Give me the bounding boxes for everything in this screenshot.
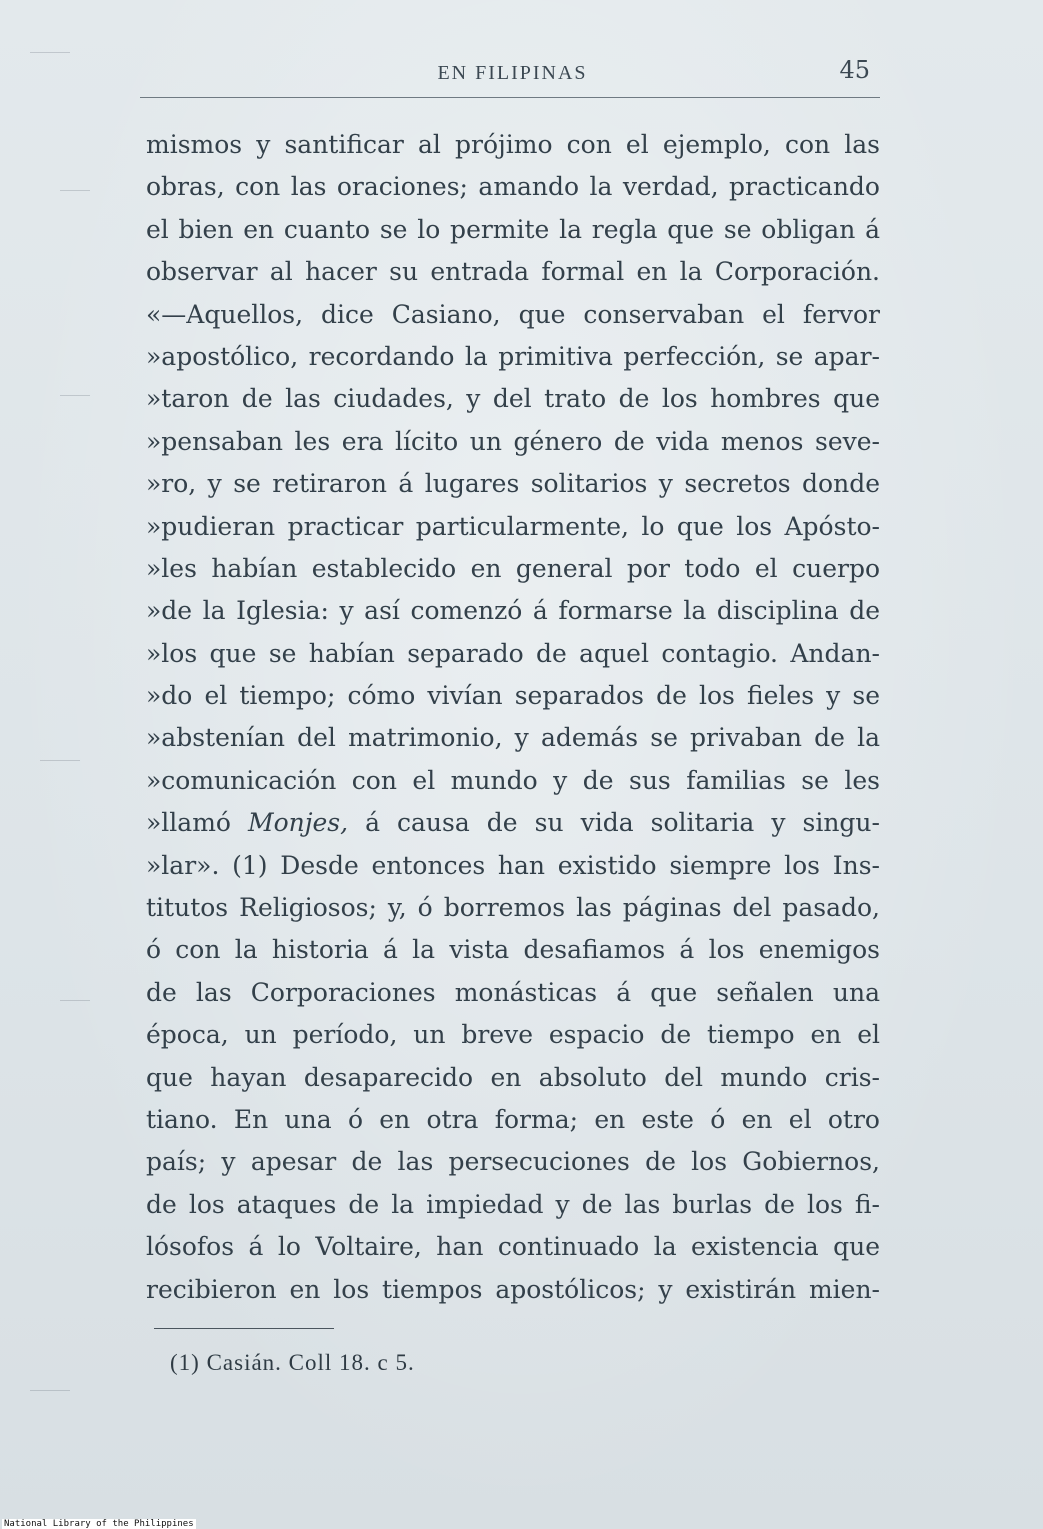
running-head: EN FILIPINAS <box>437 62 588 84</box>
text-line: »pensaban les era lícito un género de vida menos seve- <box>146 426 880 456</box>
text-line: obras, con las oraciones; amando la verdad, practicando <box>146 172 880 202</box>
footnote: (1) Casián. Coll 18. c 5. <box>170 1350 415 1375</box>
text-line: recibieron en los tiempos apostólicos; y existirán mien- <box>146 1274 880 1304</box>
text-line: »de la Iglesia: y así comenzó á formarse la disciplina de <box>146 596 880 626</box>
text-line: »abstenían del matrimonio, y además se privaban de la <box>146 723 880 753</box>
edge-mark <box>60 1000 90 1001</box>
text-line: »comunicación con el mundo y de sus familias se les <box>146 765 880 795</box>
edge-mark <box>40 760 80 761</box>
header-rule <box>140 97 880 98</box>
text-line: de los ataques de la impiedad y de las burlas de los fi- <box>146 1189 880 1219</box>
edge-mark <box>30 52 70 53</box>
text-line: país; y apesar de las persecuciones de los Gobiernos, <box>146 1147 880 1177</box>
text-line: »los que se habían separado de aquel contagio. Andan- <box>146 638 880 668</box>
text-line: »apostólico, recordando la primitiva perfección, se apar- <box>146 341 880 371</box>
text-line-monjes <box>146 802 880 844</box>
body-text <box>146 124 880 1311</box>
text-line: época, un período, un breve espacio de tiempo en el <box>146 1020 880 1050</box>
text-line: de las Corporaciones monásticas á que señalen una <box>146 977 880 1007</box>
italic-term-monjes: Monjes, <box>247 808 349 838</box>
page-header <box>145 56 880 92</box>
text-line: lósofos á lo Voltaire, han continuado la existencia que <box>146 1232 880 1262</box>
footnote-rule <box>154 1328 334 1329</box>
edge-mark <box>60 395 90 396</box>
text-run: »llamó <box>146 808 231 838</box>
text-line: »do el tiempo; cómo vivían separados de los fieles y se <box>146 681 880 711</box>
text-line: titutos Religiosos; y, ó borremos las páginas del pasado, <box>146 893 880 923</box>
text-line: »taron de las ciudades, y del trato de los hombres que <box>146 384 880 414</box>
text-line: observar al hacer su entrada formal en la Corporación. <box>146 257 880 287</box>
edge-mark <box>60 190 90 191</box>
text-run: á causa de su vida solitaria y singu- <box>365 808 880 838</box>
edge-mark <box>30 1390 70 1391</box>
text-line: tiano. En una ó en otra forma; en este ó en el otro <box>146 1104 880 1134</box>
text-line: que hayan desaparecido en absoluto del mundo cris- <box>146 1062 880 1092</box>
text-line: »pudieran practicar particularmente, lo que los Apósto- <box>146 511 880 541</box>
text-line: ó con la historia á la vista desafiamos á los enemigos <box>146 935 880 965</box>
text-line: »ro, y se retiraron á lugares solitarios y secretos donde <box>146 469 880 499</box>
text-line: «—Aquellos, dice Casiano, que conservaban el fervor <box>146 299 880 329</box>
text-line: el bien en cuanto se lo permite la regla que se obligan á <box>146 214 880 244</box>
text-line: »lar». (1) Desde entonces han existido siempre los Ins- <box>146 850 880 880</box>
page-number: 45 <box>839 56 870 84</box>
text-line: mismos y santificar al prójimo con el ejemplo, con las <box>146 130 880 159</box>
text-line: »les habían establecido en general por todo el cuerpo <box>146 553 880 583</box>
library-credit: National Library of the Philippines <box>4 1519 194 1529</box>
